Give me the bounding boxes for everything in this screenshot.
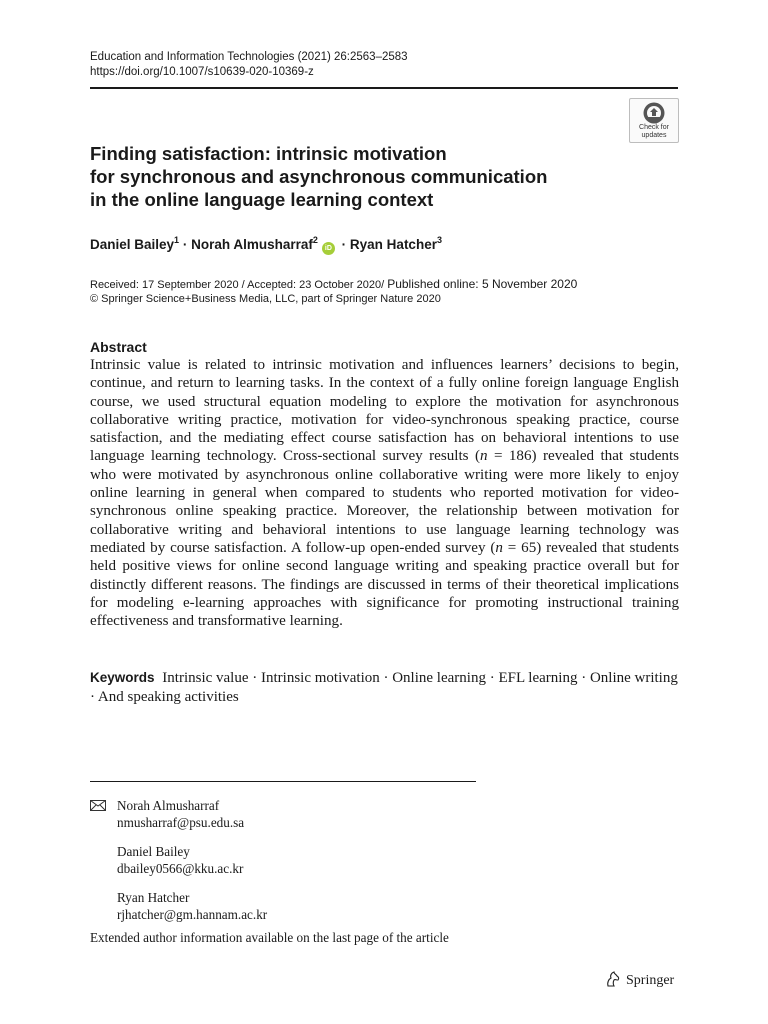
keywords-section (90, 668, 680, 707)
author-affiliation: 3 (436, 235, 442, 245)
author-name[interactable]: Daniel Bailey (90, 237, 175, 252)
abstract-part-2: ) revealed that students who were motivated by asynchronous online collaborative writing were more likely to enjoy online learning in general when compared to students who reported motivation for video-synchronous online speaking practice. Moreover, the relationship between motivation for collaborative writing and behavioral intentions to use language learning technology was mediated by course satisfaction. A follow-up open-ended survey ( (90, 448, 680, 556)
title-line-1: Finding satisfaction: intrinsic motivation (90, 143, 447, 164)
author-separator: · (182, 237, 188, 252)
sample-size-65: = 65 (502, 539, 537, 556)
contact-entry (117, 843, 267, 877)
badge-text-line2: updates (641, 131, 667, 139)
journal-citation: Education and Information Technologies (2021) 26:2563–2583 (90, 51, 408, 63)
extended-author-info: Extended author information available on the last page of the article (90, 930, 449, 945)
keywords-list: Intrinsic value · Intrinsic motivation · Online learning · EFL learning · Online writing · And speaking activities (90, 670, 678, 705)
article-title (90, 142, 650, 211)
contact-name: Norah Almusharraf (117, 798, 220, 813)
contact-name: Daniel Bailey (117, 844, 190, 859)
doi-link[interactable]: https://doi.org/10.1007/s10639-020-10369-z (90, 66, 314, 78)
contact-email[interactable]: rjhatcher@gm.hannam.ac.kr (117, 907, 268, 922)
author-name[interactable]: Ryan Hatcher (349, 237, 437, 252)
publisher-name: Springer (626, 973, 675, 988)
contact-entry (117, 889, 267, 923)
contact-entry (117, 797, 267, 831)
journal-header (90, 50, 408, 80)
author-list (90, 235, 442, 255)
springer-logo (604, 970, 674, 989)
footnote-divider (90, 781, 476, 782)
published-date: Published online: 5 November 2020 (387, 277, 578, 291)
author-name[interactable]: Norah Almusharraf (191, 237, 313, 252)
abstract-part-3: ) revealed that students held positive views for online second language writing and speaking practice overall but for distinctly different reasons. The findings are discussed in terms of their theoretical implications for modeling e-learning approaches with significance for promoting instructional training effectiveness and transformative learning. (90, 539, 679, 630)
contact-email[interactable]: nmusharraf@psu.edu.sa (117, 815, 245, 830)
contact-email[interactable]: dbailey0566@kku.ac.kr (117, 861, 244, 876)
check-for-updates-badge[interactable] (629, 98, 679, 143)
abstract-text (90, 356, 679, 630)
article-history (90, 277, 577, 306)
sample-size-variable: n (480, 448, 488, 465)
copyright-line: © Springer Science+Business Media, LLC, part of Springer Nature 2020 (90, 293, 441, 305)
corresponding-contacts (117, 797, 267, 935)
badge-text-line1: Check for (639, 124, 669, 131)
title-line-3: in the online language learning context (90, 189, 434, 210)
keywords-label: Keywords (90, 670, 155, 685)
orcid-icon[interactable]: iD (322, 242, 335, 255)
sample-size-variable: n (495, 539, 503, 556)
header-divider (90, 87, 678, 89)
check-updates-icon (643, 102, 665, 124)
author-affiliation: 1 (174, 235, 180, 245)
springer-horse-icon (604, 970, 622, 988)
abstract-heading: Abstract (90, 339, 147, 355)
received-accepted-dates: Received: 17 September 2020 / Accepted: 23 October 2020/ (90, 279, 388, 291)
author-separator: · (341, 237, 347, 252)
author-affiliation: 2 (312, 235, 318, 245)
abstract-part-1: Intrinsic value is related to intrinsic motivation and influences learners’ decisions to begin, continue, and return to learning tasks. In the context of a fully online foreign language English course, we used structural equation modeling to explore the motivation for asynchronous collaborative writing practice, motivation for video-synchronous speaking practice, course satisfaction, and the mediating effect course satisfaction has on behavioral intentions to use language learning technology. Cross-sectional survey results ( (90, 357, 679, 465)
title-line-2: for synchronous and asynchronous communication (90, 166, 548, 187)
sample-size-186: = 186 (487, 448, 532, 465)
contact-name: Ryan Hatcher (117, 890, 190, 905)
envelope-icon (90, 800, 106, 811)
